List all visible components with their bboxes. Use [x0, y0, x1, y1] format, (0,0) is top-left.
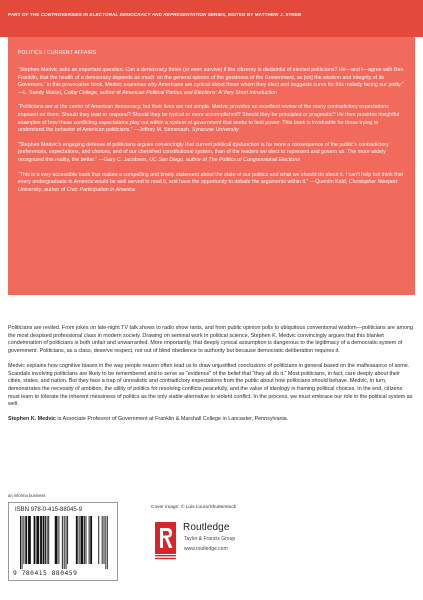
- publisher-name: Routledge: [183, 522, 230, 533]
- ean-13-barcode-icon: [20, 516, 108, 569]
- endorsement-quote: “Stephen Medvic’s engaging defense of politicians argues convincingly that current political dysfunction is far more a consequence of the public’s contradictory preferences, expectations, and choices, and of our cherished constitutional system, than of the leaders we elect to represent and govern us. The more widely recognized this reality, the better.” —Gary C. Jacobson, UC San Diego, author of The Politics of Congressional Elections: [18, 141, 389, 163]
- book-description: [8, 325, 414, 431]
- author-name: Stephen K. Medvic: [8, 416, 56, 423]
- author-bio: Stephen K. Medvic is Associate Professor of Government at Franklin & Marshall College in Lancaster, Pennsylvania.: [8, 416, 289, 423]
- cover-image-credit: Cover image: © Luis Louro/Shutterstock: [151, 505, 237, 510]
- series-banner: [0, 0, 423, 37]
- series-line: [8, 12, 418, 17]
- endorsements-panel: [8, 37, 415, 295]
- publisher-group: Taylor & Francis Group: [184, 536, 236, 542]
- endorsement-quote: “Politicians are at the center of American democracy, but their lives are not simple. Medvic provides an excellent review of the many contradictory expectations imposed on them. Should they lead or respond? Should they be typical or more accomplished? Should they be principled or pragmatic? He then provides insightful examples of how these conflicting expectations play out within a system of government that seeks to limit power. This book is invaluable for those trying to understand the behavior of American politicians.” —Jeffrey M. Stonecash, Syracuse University: [18, 104, 400, 134]
- endorsement-quote: “Stephen Medvic asks an important question: Can a democracy thrive (or even survive) if the citizenry is disdainful of elected politicians? He—and I—agree with Ben Franklin, that the health of a democracy depends as much ‘on the general opinion of the goodness of the Government, as [on] the wisdom and integrity of its Governors.’ In this provocative book, Medvic examines why Americans are cynical about those whom they elect and suggests cures for this malady facing our polity.” —L. Sandy Maisel, Colby College, author of American Political Parties and Elections: A Very Short Introduction: [18, 67, 404, 96]
- endorsement-quote: “This is a very accessible book that makes a compelling and timely statement about the state of our politics and what we should do about it. I can’t help but think that every undergraduate in America would be well served to read it, and have the opportunity to debate the arguments within it.” —Quentin Kidd, Christopher Newport University, author of Civic Participation in America: [18, 171, 404, 193]
- isbn-label: ISBN 978-0-415-88045-9: [15, 507, 83, 513]
- series-prefix: PART OF THE: [8, 12, 41, 17]
- series-suffix: SERIES, EDITED BY MATTHEW J. STREB: [206, 12, 302, 17]
- publisher-url: www.routledge.com: [184, 546, 228, 552]
- description-paragraph: Politicians are reviled. From jokes on late-night TV talk shows to radio show rants, and from public opinion polls to ubiquitous conventional wisdom—politicians are among the most despised professional class in modern society. Drawing on seminal work in political science, Stephen K. Medvic convincingly argues that this blanket condemnation of politicians is both unfair and unwarranted. More importantly, that deeply cynical assumption is dangerous to the legitimacy of a democratic system of government. Politicians, as a class, deserve respect, not out of blind obedience to authority but because democratic deliberation requires it.: [8, 325, 414, 355]
- description-paragraph: Medvic explains how cognitive biases in the way people reason often lead us to draw unjustified conclusions of politicians in general based on the malfeasance of some. Scandals involving politicians are likely to be remembered and to serve as “evidence” of the belief that “they all do it.” Most politicians, in fact, care deeply about their cities, states, and nation. But they face a trap of unrealistic and contradictory expectations from the public about how politicians should behave. Medvic, in turn, demonstrates the necessity of ambition, the utility of politics for resolving conflicts peacefully, and the value of ideology in framing political choices. In the end, citizens must learn to tolerate the inherent messiness of politics as the only viable alternative to violent conflict. In the process, we must embrace our role in the political system as well.: [8, 362, 413, 408]
- endorsement-quotes: [18, 67, 406, 201]
- ean-digits: 9 780415 880459: [13, 570, 78, 577]
- subject-category: POLITICS / CURRENT AFFAIRS: [18, 50, 97, 56]
- barcode-box: [8, 502, 118, 581]
- informa-tagline: an informa business: [8, 493, 46, 498]
- series-title: CONTROVERSIES IN ELECTORAL DEMOCRACY AND REPRESENTATION: [40, 12, 207, 17]
- routledge-r-logo-icon: [153, 521, 179, 561]
